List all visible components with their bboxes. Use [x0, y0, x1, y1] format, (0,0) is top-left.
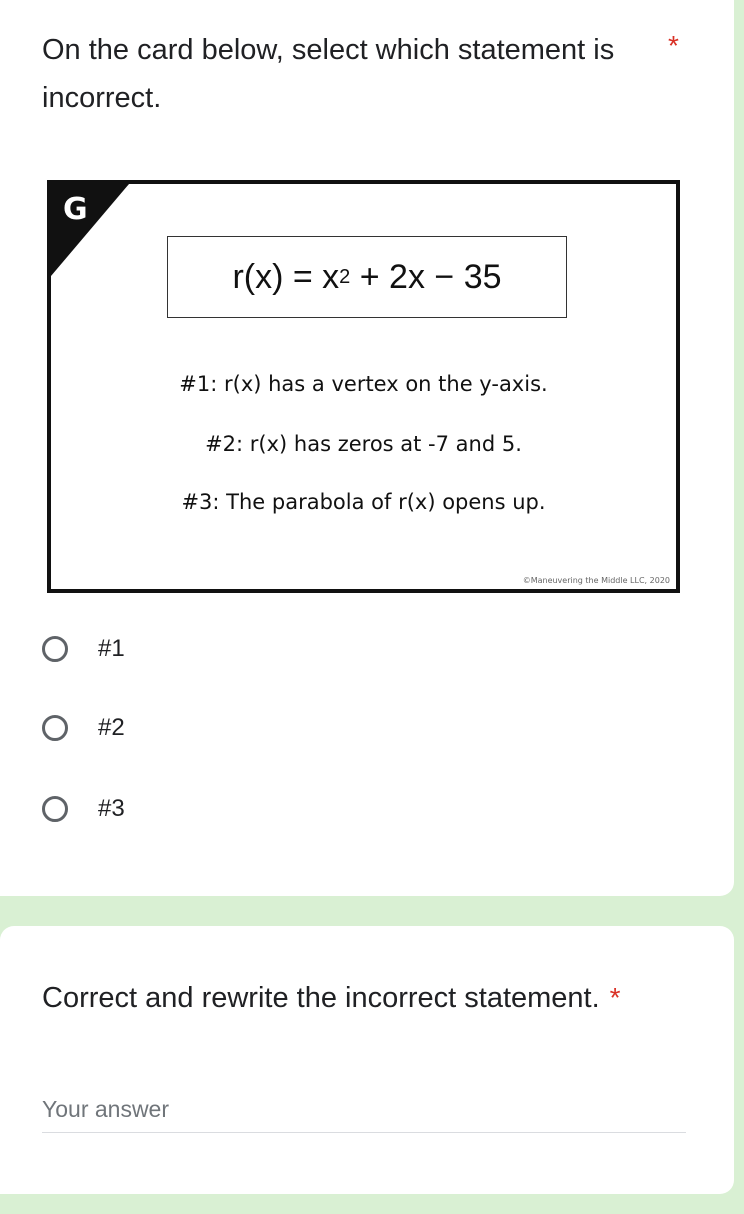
required-asterisk: * [609, 982, 621, 1013]
radio-button[interactable] [42, 796, 68, 822]
question-title-text: Correct and rewrite the incorrect statement. [42, 982, 600, 1014]
formula-lhs: r(x) = x [232, 257, 340, 296]
radio-option-3[interactable] [42, 795, 125, 823]
option-label: #3 [98, 795, 125, 822]
question-title: On the card below, select which statement is incorrect. [42, 34, 615, 114]
required-asterisk: * [668, 30, 679, 61]
radio-button[interactable] [42, 636, 68, 662]
formula-rhs: + 2x − 35 [350, 257, 502, 296]
answer-input[interactable] [42, 1086, 686, 1133]
statement-3: #3: The parabola of r(x) opens up. [181, 490, 546, 514]
formula-box: r(x) = x 2 + 2x − 35 [167, 236, 567, 318]
option-label: #1 [98, 635, 125, 662]
question-title [42, 974, 621, 1022]
copyright-text: ©Maneuvering the Middle LLC, 2020 [522, 576, 670, 585]
radio-option-2[interactable] [42, 714, 125, 742]
question-card-2 [0, 926, 734, 1194]
problem-card-image [47, 180, 680, 593]
radio-button[interactable] [42, 715, 68, 741]
statement-2: #2: r(x) has zeros at -7 and 5. [205, 432, 522, 456]
corner-letter: G [63, 192, 88, 227]
radio-option-1[interactable] [42, 635, 125, 663]
statement-1: #1: r(x) has a vertex on the y-axis. [179, 372, 548, 396]
option-label: #2 [98, 714, 125, 741]
